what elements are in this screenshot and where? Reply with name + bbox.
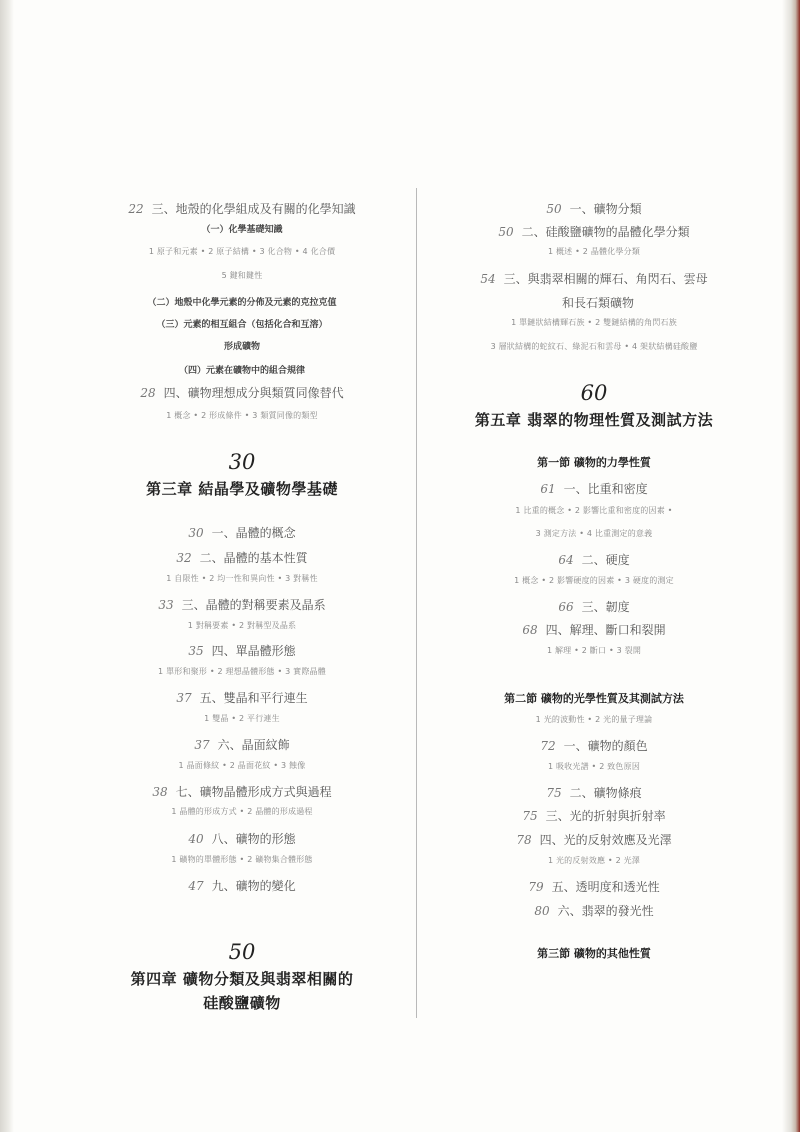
toc-page-number: 37 <box>176 691 192 705</box>
toc-entry <box>424 831 764 848</box>
section-heading: 第三節 礦物的其他性質 <box>537 947 651 960</box>
toc-entry <box>62 830 422 847</box>
toc-entry-text: 三、光的折射與折射率 <box>545 809 666 823</box>
toc-entry-text: 三、韌度 <box>581 600 630 614</box>
toc-entry-text: 一、礦物分類 <box>569 202 642 216</box>
toc-entry <box>424 480 764 497</box>
toc-subheading: （一）化學基礎知識 <box>201 225 283 235</box>
chapter-page-number: 30 <box>228 450 256 474</box>
toc-entry-text: 三、地殼的化學組成及有關的化學知識 <box>151 202 356 216</box>
toc-subitems: 1 單鏈狀結構輝石族 • 2 雙鏈結構的角閃石族 <box>511 318 677 327</box>
toc-entry <box>424 598 764 615</box>
toc-subitems: 1 單形和聚形 • 2 理想晶體形態 • 3 實際晶體 <box>158 667 326 676</box>
toc-subheading: （三）元素的相互組合（包括化合和互溶） <box>156 320 328 330</box>
toc-subitems: 1 比重的概念 • 2 影響比重和密度的因素 • <box>515 506 673 515</box>
toc-entry <box>424 270 764 287</box>
toc-entry <box>62 877 422 894</box>
toc-entry-text: 四、光的反射效應及光澤 <box>539 833 672 847</box>
toc-entry <box>62 642 422 659</box>
toc-subitems: 1 雙晶 • 2 平行連生 <box>204 714 280 723</box>
toc-entry <box>424 784 764 801</box>
toc-subitems: 1 解理 • 2 斷口 • 3 裂開 <box>546 646 642 655</box>
toc-subitems: 1 概念 • 2 影響硬度的因素 • 3 硬度的測定 <box>514 576 674 585</box>
toc-page-number: 54 <box>480 272 496 286</box>
chapter-title: 硅酸鹽礦物 <box>203 994 281 1012</box>
toc-entry <box>62 200 422 217</box>
toc-entry-text: 四、解理、斷口和裂開 <box>545 623 666 637</box>
toc-page-number: 40 <box>188 832 204 846</box>
toc-page-number: 35 <box>188 644 204 658</box>
toc-entry-text: 二、硬度 <box>581 553 630 567</box>
toc-entry <box>424 223 764 240</box>
toc-subitems: 1 自限性 • 2 均一性和異向性 • 3 對稱性 <box>166 574 318 583</box>
toc-entry-text: 一、晶體的概念 <box>211 526 296 540</box>
toc-page-number: 32 <box>176 551 192 565</box>
toc-page-number: 72 <box>540 739 556 753</box>
toc-page-number: 30 <box>188 526 204 540</box>
toc-entry <box>62 689 422 706</box>
toc-page-number: 78 <box>516 833 532 847</box>
toc-page-number: 22 <box>128 202 144 216</box>
toc-entry-text: 七、礦物晶體形成方式與過程 <box>175 785 332 799</box>
toc-entry <box>62 736 422 753</box>
toc-page-number: 50 <box>546 202 562 216</box>
toc-entry-text: 二、硅酸鹽礦物的晶體化學分類 <box>521 225 690 239</box>
chapter-page-number: 60 <box>580 381 608 405</box>
toc-entry <box>424 902 764 919</box>
toc-entry-text: 九、礦物的變化 <box>211 879 296 893</box>
toc-page-number: 79 <box>528 880 544 894</box>
toc-entry-text: 四、單晶體形態 <box>211 644 296 658</box>
toc-entry-text: 和長石類礦物 <box>561 296 634 310</box>
toc-entry-text: 一、礦物的顏色 <box>563 739 648 753</box>
toc-page-number: 50 <box>498 225 514 239</box>
toc-subheading: 形成礦物 <box>223 342 260 352</box>
toc-page-number: 61 <box>540 482 556 496</box>
toc-subitems: 3 測定方法 • 4 比重測定的意義 <box>535 529 653 538</box>
toc-entry <box>424 807 764 824</box>
toc-entry-text: 八、礦物的形態 <box>211 832 296 846</box>
toc-entry <box>424 294 764 311</box>
toc-subitems: 1 原子和元素 • 2 原子結構 • 3 化合物 • 4 化合價 <box>148 247 336 256</box>
toc-entry-text: 六、翡翠的發光性 <box>557 904 654 918</box>
toc-subitems: 1 概念 • 2 形成條件 • 3 類質同像的類型 <box>166 411 318 420</box>
toc-entry <box>424 621 764 638</box>
toc-page-number: 75 <box>546 786 562 800</box>
toc-subitems: 1 晶面條紋 • 2 晶面花紋 • 3 蝕像 <box>178 761 306 770</box>
chapter-title: 第五章 翡翠的物理性質及測試方法 <box>474 411 714 429</box>
toc-subitems: 3 層狀結構的蛇紋石、綠泥石和雲母 • 4 架狀結構硅酸鹽 <box>490 342 698 351</box>
toc-subheading: （二）地殼中化學元素的分佈及元素的克拉克值 <box>147 298 337 308</box>
toc-subitems: 1 吸收光譜 • 2 致色原因 <box>547 762 641 771</box>
toc-page-number: 37 <box>194 738 210 752</box>
toc-page-number: 80 <box>534 904 550 918</box>
toc-subitems: 5 鍵和鍵性 <box>221 271 263 280</box>
toc-entry-text: 一、比重和密度 <box>563 482 648 496</box>
toc-subitems: 1 光的反射效應 • 2 光澤 <box>547 856 641 865</box>
toc-entry-text: 二、晶體的基本性質 <box>199 551 308 565</box>
toc-page-number: 47 <box>188 879 204 893</box>
toc-page-number: 68 <box>522 623 538 637</box>
section-heading: 第一節 礦物的力學性質 <box>537 456 651 469</box>
toc-page-number: 66 <box>558 600 574 614</box>
section-heading: 第二節 礦物的光學性質及其測試方法 <box>504 692 684 705</box>
toc-entry <box>424 878 764 895</box>
toc-subitems: 1 光的波動性 • 2 光的量子理論 <box>535 715 653 724</box>
chapter-title: 第三章 結晶學及礦物學基礎 <box>146 480 338 498</box>
chapter-page-number: 50 <box>228 940 256 964</box>
toc-subheading: （四）元素在礦物中的組合規律 <box>178 366 305 376</box>
toc-page-number: 33 <box>158 598 174 612</box>
toc-entry <box>424 200 764 217</box>
toc-entry-text: 五、雙晶和平行連生 <box>199 691 308 705</box>
toc-entry <box>62 549 422 566</box>
page-left-edge <box>0 0 14 1132</box>
chapter-title: 第四章 礦物分類及與翡翠相關的 <box>130 970 354 988</box>
toc-entry <box>424 551 764 568</box>
toc-entry <box>62 783 422 800</box>
toc-page-number: 64 <box>558 553 574 567</box>
toc-entry-text: 三、晶體的對稱要素及晶系 <box>181 598 326 612</box>
toc-entry-text: 五、透明度和透光性 <box>551 880 660 894</box>
toc-page-number: 28 <box>140 386 156 400</box>
toc-subitems: 1 晶體的形成方式 • 2 晶體的形成過程 <box>171 807 313 816</box>
toc-entry-text: 二、礦物條痕 <box>569 786 642 800</box>
toc-page-number: 75 <box>522 809 538 823</box>
toc-entry <box>62 524 422 541</box>
toc-subitems: 1 對稱要素 • 2 對稱型及晶系 <box>187 621 297 630</box>
toc-entry <box>62 384 422 401</box>
toc-entry <box>62 596 422 613</box>
toc-entry-text: 六、晶面紋飾 <box>217 738 290 752</box>
book-spine-edge <box>782 0 800 1132</box>
toc-subitems: 1 礦物的單體形態 • 2 礦物集合體形態 <box>171 855 313 864</box>
toc-entry-text: 四、礦物理想成分與類質同像替代 <box>163 386 344 400</box>
toc-page-number: 38 <box>152 785 168 799</box>
toc-entry-text: 三、與翡翠相關的輝石、角閃石、雲母 <box>503 272 708 286</box>
toc-entry <box>424 737 764 754</box>
toc-subitems: 1 概述 • 2 晶體化學分類 <box>547 247 641 256</box>
